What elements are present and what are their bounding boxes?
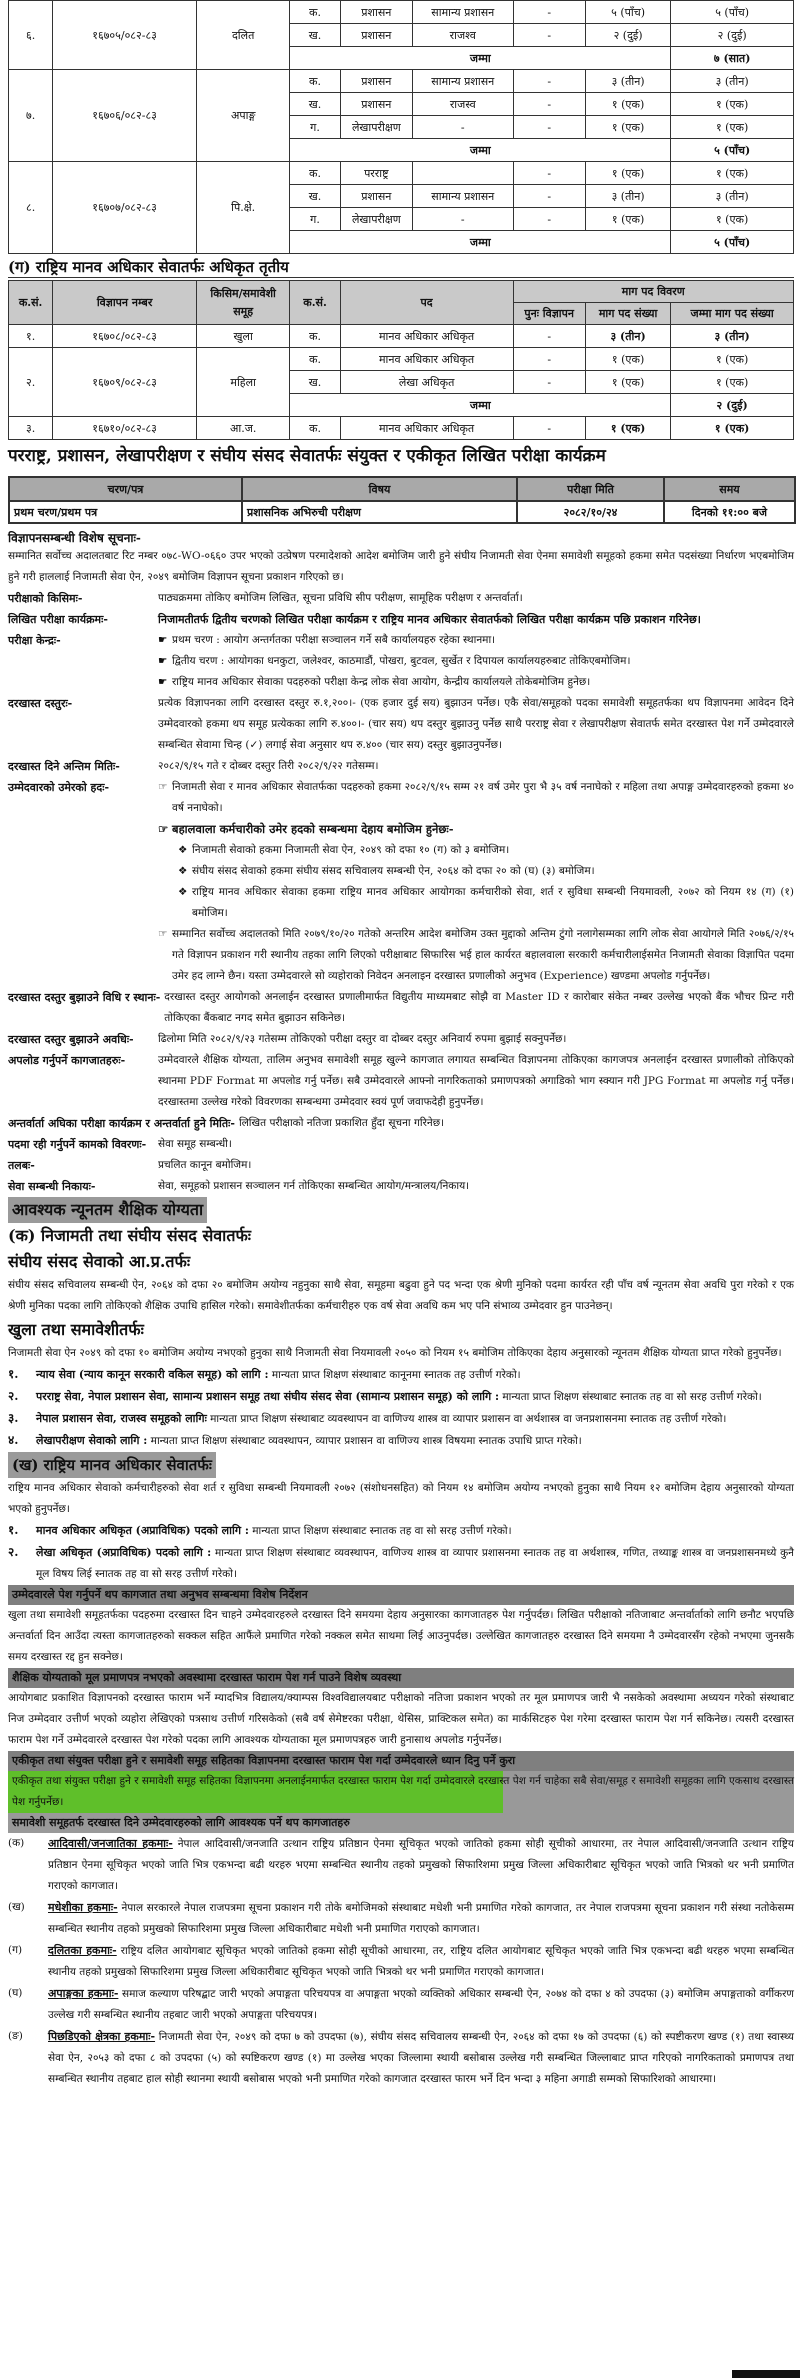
list-item: ४. लेखापरीक्षण सेवाको लागि : मान्यता प्राप्त शिक्षण संस्थाबाट व्यवस्थापन, व्यापार प्रशासन वा वाणिज्य शास्त्र विषयमा स्नातक उपाधि प्राप्त गरेको। — [8, 1433, 582, 1447]
age-limit-label: उम्मेदवारको उमेरको हदः- — [8, 781, 110, 794]
cell-subgroup: सामान्य प्रशासन — [413, 1, 514, 24]
exam-schedule-heading: परराष्ट्र, प्रशासन, लेखापरीक्षण र संघीय संसद सेवातर्फः संयुक्त र एकीकृत लिखित परीक्षा कार्यक्रम — [8, 446, 606, 466]
age-limit-content — [158, 777, 794, 987]
cell-post: मानव अधिकार अधिकृत — [340, 325, 513, 348]
table-row — [9, 417, 794, 440]
exam-schedule-table — [8, 476, 796, 524]
cell-total: १ (एक) — [671, 348, 794, 371]
interview-row — [8, 1113, 794, 1134]
cell-total: १ (एक) — [671, 93, 794, 116]
cell-readv: - — [513, 348, 585, 371]
salary-label: तलबः- — [8, 1159, 35, 1172]
pointing-hand-icon: ☞ — [158, 928, 168, 940]
cell-posts: ३ (तीन) — [585, 325, 670, 348]
col-adv-no: विज्ञापन नम्बर — [53, 281, 197, 325]
cell-readv: - — [513, 70, 585, 93]
cell-posts: १ (एक) — [585, 348, 670, 371]
col-readv: पुनः विज्ञापन — [513, 303, 585, 325]
cell-service: प्रशासन — [340, 70, 412, 93]
list-item: (ख) मधेशीका हकमाः- नेपाल सरकारले नेपाल राजपत्रमा सूचना प्रकाशन गरी तोके बमोजिमको संस्थाबाट मधेशी भनी प्रमाणित गरेको कागजात, तर नेपाल राजपत्रमा सूचना प्रकाशन गरी संस्था नतोकेसम्म सम्बन्धित स्थानीय तहको प्रमुखको सिफारिशमा प्रमुख जिल्ला अधिकारीबाट मधेशी भनी प्रमाणित गराएको कागजात। — [8, 1901, 794, 1935]
section-g-heading: (ग) राष्ट्रिय मानव अधिकार सेवातर्फः अधिकृत तृतीय — [8, 257, 794, 278]
col-stage: चरण/पत्र — [9, 477, 242, 501]
cell-sum-value: २ (दुई) — [671, 394, 794, 417]
cell-group: महिला — [196, 348, 289, 417]
cell-subgroup: सामान्य प्रशासन — [413, 70, 514, 93]
cell-subgroup: - — [413, 208, 514, 231]
list-item: (ग) दलितका हकमाः- राष्ट्रिय दलित आयोगबाट सूचिकृत भएको जातिको हकमा सोही सूचीको आधारमा, तर, राष्ट्रिय दलित आयोगबाट सूचिकृत भएको जाति भित्र एकभन्दा बढी थरहरु भएमा सम्बन्धित स्थानीय तहको प्रमुखको सिफारिशमा प्रमुख जिल्ला अधिकारीबाट सूचिकृत भएको जाति भित्रको थर भनी प्रमाणित गराएको कागजात। — [8, 1944, 794, 1978]
exam-type-label: परीक्षाको किसिमः- — [8, 592, 83, 605]
written-exam-label: लिखित परीक्षा कार्यक्रमः- — [8, 613, 108, 626]
cell-post: मानव अधिकार अधिकृत — [340, 417, 513, 440]
pay-method-row — [8, 987, 794, 1029]
integrated-exam-heading: एकीकृत तथा संयुक्त परीक्षा हुने र समावेशी समूह सहितका विज्ञापनमा दरखास्त फाराम पेश गर्दा उम्मेदवारले ध्यान दिनु पर्ने कुरा — [8, 1751, 794, 1771]
pointing-hand-icon: ☞ — [158, 781, 168, 793]
cell-posts: २ (दुई) — [585, 24, 670, 47]
col-demand: माग पद विवरण — [513, 281, 793, 303]
table-row — [9, 1, 794, 24]
col-exam-date: परीक्षा मिति — [517, 477, 664, 501]
pointing-hand-icon: ☛ — [158, 676, 168, 688]
service-body-row — [8, 1176, 794, 1197]
list-item: १. मानव अधिकार अधिकृत (अप्राविधिक) पदको लागि : मान्यता प्राप्त शिक्षण संस्थाबाट स्नातक तह वा सो सरह उत्तीर्ण गरेको। — [8, 1523, 512, 1537]
upload-row — [8, 1050, 794, 1113]
no-certificate-text: आयोगबाट प्रकाशित विज्ञापनको दरखास्त फाराम भर्ने म्यादभित्र विद्यालय/क्याम्पस विश्वविद्यालयबाट परीक्षाको नतिजा प्रकाशन भएको तर मूल प्रमाणपत्र जारी भै नसकेको अवस्थामा अध्ययन गरेको संस्थाबाट निज उम्मेदवार उत्तीर्ण भएको व्यहोरा लेखिएको पत्रसाथ उत्तीर्ण गरिसकेको (सबै वर्ष सेमेष्टरका परीक्षा, थेसिस, प्राक्टिकल समेत) का मार्कसिटहरु पेश गरेमा दरखास्त फाराम पेश गर्न सकिनेछ। त्यसरी दरखास्त फाराम पेश गर्ने उम्मेदवारले दरखास्त पेश गरेको पदका लागि आवश्यक योग्यताका मूल प्रमाणपत्रहरु जारी हुनासाथ अपलोड गर्नुपर्नेछ। — [8, 1692, 794, 1746]
cell-posts: ५ (पाँच) — [585, 1, 670, 24]
cell-group: दलित — [196, 1, 289, 70]
cell-posts: १ (एक) — [585, 93, 670, 116]
list-item: २. परराष्ट्र सेवा, नेपाल प्रशासन सेवा, सामान्य प्रशासन समूह तथा संघीय संसद सेवा (सामान्य प्रशासन समूह) को लागि : मान्यता प्राप्त शिक्षण संस्थाबाट स्नातक तह वा सो सरह उत्तीर्ण गरेको। — [8, 1389, 762, 1403]
written-exam-row — [8, 609, 794, 630]
cell-subgroup: - — [413, 116, 514, 139]
cell-sn: ६. — [9, 1, 53, 70]
diamond-bullet-icon: ❖ — [178, 865, 188, 877]
cell-adv-no: १६७०८/०८२-८३ — [53, 325, 197, 348]
list-item: ❖ संघीय संसद सेवाको हकमा संघीय संसद सचिवालय सम्बन्धी ऐन, २०६४ को दफा २० को (घ) (३) बमोजिम। — [178, 861, 794, 882]
document — [8, 0, 794, 2090]
cell-subgroup: राजस्व — [413, 93, 514, 116]
cell-readv: - — [513, 1, 585, 24]
cell-subgroup: सामान्य प्रशासन — [413, 185, 514, 208]
pay-period-value: ढिलोमा मिति २०८२/९/२३ गतेसम्म तोकिएको परीक्षा दस्तुर वा दोब्बर दस्तुर अनिवार्य रुपमा बुझाई सक्नुपर्नेछ। — [158, 1033, 567, 1045]
cell-total: ३ (तीन) — [671, 325, 794, 348]
cell-k: क. — [290, 325, 340, 348]
exam-center-list — [158, 630, 794, 693]
cell-k: ग. — [290, 116, 340, 139]
cell-posts: ३ (तीन) — [585, 185, 670, 208]
list-item: ३. नेपाल प्रशासन सेवा, राजस्व समूहको लागिः मान्यता प्राप्त शिक्षण संस्थाबाट व्यवस्थापन वा वाणिज्य शास्त्र वा व्यापार प्रशासन वा अर्थशास्त्र वा जनप्रशासनमा स्नातक तह उत्तीर्ण गरेको। — [8, 1411, 727, 1425]
exam-type-value: पाठ्यक्रममा तोकिए बमोजिम लिखित, सूचना प्रविधि सीप परीक्षण, सामूहिक परीक्षण र अन्तर्वार्ता। — [158, 592, 523, 604]
fee-label: दरखास्त दस्तुरः- — [8, 697, 73, 710]
table-row — [9, 348, 794, 371]
list-item: (क) आदिवासी/जनजातिका हकमाः- नेपाल आदिवासी/जनजाति उत्थान राष्ट्रिय प्रतिष्ठान ऐनमा सूचिकृत भएको जातिको हकमा सोही सूचीको आधारमा, तर नेपाल आदिवासी/जनजाति उत्थान राष्ट्रिय प्रतिष्ठान ऐनमा सूचिकृत भएको जाति भित्र एकभन्दा बढी थरहरु भएमा सम्बन्धित स्थानीय तहको प्रमुखको सिफारिशमा प्रमुख जिल्ला अधिकारीबाट सूचिकृत भएको जाति भित्रको थर भनी प्रमाणित गराएको कागजात। — [8, 1837, 794, 1892]
cell-k: ख. — [290, 93, 340, 116]
cell-group: पि.क्षे. — [196, 162, 289, 254]
exam-center-row — [8, 630, 794, 693]
cell-k: क. — [290, 348, 340, 371]
col-post: पद — [340, 281, 513, 325]
open-inclusive-text: निजामती सेवा ऐन २०४९ को दफा १० बमोजिम अयोग्य नभएको हुनुका साथै निजामती सेवा नियमावली २०५० को नियम १५ बमोजिम तोकिएका देहाय अनुसारको न्यूनतम शैक्षिक योग्यता प्राप्त गरेको हुनुपर्नेछ। — [8, 1347, 782, 1359]
human-rights-qualification-text: राष्ट्रिय मानव अधिकार सेवाको कर्मचारीहरुको सेवा शर्त र सुविधा सम्बन्धी नियमावली २०७२ (संशोधनसहित) को नियम १४ बमोजिम अयोग्य नभएको हुनुका साथै नियम १२ बमोजिम देहाय अनुसारको योग्यता भएको हुनुपर्नेछ। — [8, 1482, 794, 1515]
serving-age-list — [158, 840, 794, 924]
cell-sum-label: जम्मा — [290, 231, 671, 254]
cell-group: खुला — [196, 325, 289, 348]
cell-sum-label: जम्मा — [290, 139, 671, 162]
cell-adv-no: १६७१०/०८२-८३ — [53, 417, 197, 440]
cell-post: लेखा अधिकृत — [340, 371, 513, 394]
col-k: क.सं. — [290, 281, 340, 325]
documents-direction-text: खुला तथा समावेशी समूहतर्फका पदहरुमा दरखास्त दिन चाहने उम्मेदवारहरुले दरखास्त दिने समयमा देहाय अनुसारका कागजातहरु पेश गर्नुपर्दछ। लिखित परीक्षाको नतिजाबाट अन्तर्वार्ताको लागि छनौट भएपछि अन्तर्वार्ता दिन आउँदा त्यस्ता कागजातहरुको सक्कल सहित आफैंले प्रमाणित गरेको नक्कल समेत साथमा लिई आउनुपर्दछ। उल्लेखित कागजातहरु दरखास्त दिने समयमा नै उम्मेदवारसँग रहेको नभएमा जुनसकै समय दरखास्त रद्द हुन सक्नेछ। — [8, 1609, 794, 1663]
cell-adv-no: १६७०९/०८२-८३ — [53, 348, 197, 417]
cell-group: आ.ज. — [196, 417, 289, 440]
cell-readv: - — [513, 208, 585, 231]
parliament-text: संघीय संसद सचिवालय सम्बन्धी ऐन, २०६४ को दफा २० बमोजिम अयोग्य नहुनुका साथै सेवा, समूहमा बढुवा हुने पद भन्दा एक श्रेणी मुनिको पदमा कार्यरत रही पाँच वर्ष न्यूनतम सेवा अवधि पुरा गरेको र एक श्रेणी मुनिका पदका लागि तोकिएको शैक्षिक उपाधि हासिल गरेको। समावेशीतर्फका कर्मचारीहरु एक वर्ष सेवा अवधि कम भए पनि संभाव्य उम्मेदवार हुन पाउनेछन्। — [8, 1279, 794, 1312]
cell-adv-no: १६७०५/०८२-८३ — [53, 1, 197, 70]
cell-post: मानव अधिकार अधिकृत — [340, 348, 513, 371]
cell-service: प्रशासन — [340, 1, 412, 24]
cell-subgroup: राजश्व — [413, 24, 514, 47]
age-limit-row — [8, 777, 794, 987]
cell-service: लेखापरीक्षण — [340, 208, 412, 231]
col-sn: क.सं. — [9, 281, 53, 325]
pointing-hand-icon: ☞ — [158, 822, 169, 836]
notice-intro: सम्मानित सर्वोच्च अदालतबाट रिट नम्बर ०७८-WO-०६६० उपर भएको उत्प्रेषण परमादेशको आदेश बमोजिम जारी हुने संघीय निजामती सेवा ऐनमा समावेशी समूहको हकमा समेत पदसंख्या निर्धारण भएबमोजिम हुने गरी हाललाई निजामती सेवा ऐन, २०४९ बमोजिम विज्ञापन सूचना प्रकाशन गरिएको छ। — [8, 550, 794, 583]
pay-period-label: दरखास्त दस्तुर बुझाउने अवधिः- — [8, 1033, 134, 1046]
cell-k: ख. — [290, 185, 340, 208]
table-row — [9, 501, 795, 523]
notice-title: विज्ञापनसम्बन्धी विशेष सूचनाः- — [8, 531, 141, 545]
cell-readv: - — [513, 325, 585, 348]
human-rights-qualification-list — [8, 1520, 794, 1585]
col-time: समय — [664, 477, 795, 501]
civil-parliament-heading: (क) निजामती तथा संघीय संसद सेवातर्फः — [8, 1226, 252, 1245]
cell-sum-label: जम्मा — [290, 394, 671, 417]
cell-posts: १ (एक) — [585, 162, 670, 185]
cell-readv: - — [513, 116, 585, 139]
cell-k: क. — [290, 70, 340, 93]
cell-sn: ८. — [9, 162, 53, 254]
cell-sn: ३. — [9, 417, 53, 440]
cell-posts: १ (एक) — [585, 208, 670, 231]
page-number-tab — [732, 2370, 800, 2378]
list-item: ❖ राष्ट्रिय मानव अधिकार सेवाका हकमा राष्ट्रिय मानव अधिकार आयोगका कर्मचारीको सेवा, शर्त र सुविधा सम्बन्धी नियमावली, २०७२ को नियम १४ (ग) (१) बमोजिम। — [178, 882, 794, 924]
written-exam-value: निजामतीतर्फ द्वितीय चरणको लिखित परीक्षा कार्यक्रम र राष्ट्रिय मानव अधिकार सेवातर्फको लिखित परीक्षा कार्यक्रम पछि प्रकाशन गरिनेछ। — [158, 613, 701, 626]
table-row — [9, 162, 794, 185]
col-posts: माग पद संख्या — [585, 303, 670, 325]
integrated-exam-text: एकीकृत तथा संयुक्त परीक्षा हुने र समावेशी समूह सहितका विज्ञापनमा अनलाईनमार्फत दरखास्त फाराम पेश गर्दा उम्मेदवारले दरखास्त पेश गर्न चाहेका सबै सेवा/समूह र समावेशी समूहका लागि एकसाथ दरखास्त पेश गर्नुपर्नेछ। — [8, 1771, 794, 1813]
fee-value: प्रत्येक विज्ञापनका लागि दरखास्त दस्तुर रु.१,२००।- (एक हजार दुई सय) बुझाउन पर्नेछ। एकै सेवा/समूहको पदका समावेशी समूहतर्फका थप विज्ञापनमा आवेदन दिने उम्मेदवारको हकमा थप समूह प्रत्येकका लागि रु.४००।- (चार सय) थप दस्तुर बुझाउनु पर्नेछ साथै परराष्ट्र सेवा र लेखापरीक्षण सेवातर्फ समेत दरखास्त पेश गर्ने उम्मेदवारले सम्बन्धित सेवामा चिन्ह (✓) लगाई सेवा अनुसार थप रु.४०० (चार सय) दस्तुर बुझाउनुपर्नेछ। — [158, 697, 794, 751]
inclusive-docs-heading: समावेशी समूहतर्फ दरखास्त दिने उम्मेदवारहरुको लागि आवश्यक पर्ने थप कागजातहरु — [8, 1813, 794, 1833]
cell-service: प्रशासन — [340, 24, 412, 47]
list-item: ☛ द्वितीय चरण : आयोगका धनकुटा, जलेश्वर, काठमाडौं, पोखरा, बुटवल, सुर्खेत र दिपायल कार्यालयहरुबाट तोकिएबमोजिम। — [158, 651, 794, 672]
upload-value: उम्मेदवारले शैक्षिक योग्यता, तालिम अनुभव समावेशी समूह खुल्ने कागजात लगायत सम्बन्धित विज्ञापनमा तोकिएका कागजपत्र अनलाईन दरखास्त प्रणालीको तोकिएको स्थानमा PDF Format मा अपलोड गर्नु पर्नेछ। सबै उम्मेदवारले आफ्नो नागरिकताको प्रमाणपत्रको अगाडिको भाग स्क्यान गरी JPG Format मा अपलोड गर्नु पर्नेछ। दरखास्तमा उल्लेख गरेको विवरणका सम्बन्धमा उम्मेदवार स्वयं पूर्ण जवाफदेही हुनुपर्नेछ। — [158, 1054, 794, 1108]
cell-total: १ (एक) — [671, 371, 794, 394]
cell-time: दिनको ११:०० बजे — [664, 501, 795, 523]
cell-subgroup — [413, 162, 514, 185]
col-subject: विषय — [242, 477, 517, 501]
list-item: ☛ राष्ट्रिय मानव अधिकार सेवाका पदहरुको परीक्षा केन्द्र लोक सेवा आयोग, केन्द्रीय कार्यालयले तोकेबमोजिम हुनेछ। — [158, 672, 794, 693]
cell-adv-no: १६७०६/०८२-८३ — [53, 70, 197, 162]
exam-type-row — [8, 588, 794, 609]
open-qualification-list — [8, 1364, 794, 1452]
list-item: ☞ बहालवाला कर्मचारीको उमेर हदको सम्बन्धमा देहाय बमोजिम हुनेछः- — [158, 819, 794, 840]
cell-sum-label: जम्मा — [290, 47, 671, 70]
cell-exam-date: २०८२/१०/२४ — [517, 501, 664, 523]
cell-subject: प्रशासनिक अभिरुची परीक्षण — [242, 501, 517, 523]
qualification-heading: आवश्यक न्यूनतम शैक्षिक योग्यता — [8, 1197, 207, 1223]
salary-row — [8, 1155, 794, 1176]
cell-total: १ (एक) — [671, 208, 794, 231]
deadline-label: दरखास्त दिने अन्तिम मितिः- — [8, 760, 120, 773]
cell-sn: २. — [9, 348, 53, 417]
service-body-value: सेवा, समूहको प्रशासन सञ्चालन गर्न तोकिएका सम्बन्धित आयोग/मन्त्रालय/निकाय। — [158, 1180, 470, 1192]
cell-service: लेखापरीक्षण — [340, 116, 412, 139]
cell-sn: १. — [9, 325, 53, 348]
cell-adv-no: १६७०७/०८२-८३ — [53, 162, 197, 254]
exam-center-label: परीक्षा केन्द्रः- — [8, 634, 61, 647]
pay-method-value: दरखास्त दस्तुर आयोगको अनलाईन दरखास्त प्रणालीमार्फत विद्युतीय माध्यमबाट सोझै वा Master ID र कारोबार संकेत नम्बर उल्लेख भएको बैंक भौचर प्रिन्ट गरी तोकिएका बैंकबाट नगद समेत बुझाउन सकिनेछ। — [164, 991, 794, 1024]
list-item: १. न्याय सेवा (न्याय कानून सरकारी वकिल समूह) को लागि : मान्यता प्राप्त शिक्षण संस्थाबाट कानूनमा स्नातक तह उत्तीर्ण गरेको। — [8, 1367, 521, 1381]
list-item: (ङ) पिछडिएको क्षेत्रका हकमाः- निजामती सेवा ऐन, २०४९ को दफा ७ को उपदफा (७), संघीय संसद सचिवालय सम्बन्धी ऐन, २०६४ को दफा १७ को उपदफा (६) को स्पष्टीकरण खण्ड (१) तथा स्वास्थ्य सेवा ऐन, २०५३ को दफा ८ को उपदफा (५) को स्पष्टिकरण खण्ड (१) मा उल्लेख भएका जिल्लामा स्थायी बसोबास उल्लेख गरी सम्बन्धित जिल्लाबाट प्राप्त गरिएको नागरिकताको प्रमाणपत्र तथा सम्बन्धित स्थानीय तहबाट हाल सोही स्थानमा स्थायी बसोबास भएको भनी प्रमाणित गरेको कागजात दरखास्त फारम भर्ने दिन भन्दा ३ महिना अगाडी सम्मको सिफारिशको आधारमा। — [8, 2030, 794, 2085]
cell-readv: - — [513, 24, 585, 47]
inclusive-docs-list — [8, 1833, 794, 2090]
list-item: ❖ निजामती सेवाको हकमा निजामती सेवा ऐन, २०४९ को दफा १० (ग) को ३ बमोजिम। — [178, 840, 794, 861]
human-rights-qualification-heading: (ख) राष्ट्रिय मानव अधिकार सेवातर्फः — [8, 1452, 216, 1478]
fee-row — [8, 693, 794, 756]
cell-service: परराष्ट्र — [340, 162, 412, 185]
list-item: ☛ प्रथम चरण : आयोग अन्तर्गतका परीक्षा सञ्चालन गर्ने सबै कार्यालयहरु रहेका स्थानमा। — [158, 630, 794, 651]
upload-label: अपलोड गर्नुपर्ने कागजातहरुः- — [8, 1054, 126, 1067]
human-rights-vacancy-table — [8, 280, 794, 440]
cell-k: क. — [290, 162, 340, 185]
pay-method-label: दरखास्त दस्तुर बुझाउने विधि र स्थानः- — [8, 991, 161, 1004]
vacancy-table-continued — [8, 0, 794, 254]
cell-readv: - — [513, 417, 585, 440]
interview-label: अन्तर्वार्ता अघिका परीक्षा कार्यक्रम र अन्तर्वार्ता हुने मितिः- — [8, 1117, 235, 1130]
cell-readv: - — [513, 162, 585, 185]
service-body-label: सेवा सम्बन्धी निकायः- — [8, 1180, 96, 1193]
cell-readv: - — [513, 93, 585, 116]
cell-k: ग. — [290, 208, 340, 231]
interview-value: लिखित परीक्षाको नतिजा प्रकाशित हुँदा सूचना गरिनेछ। — [238, 1117, 445, 1129]
cell-sum-value: ५ (पाँच) — [671, 231, 794, 254]
deadline-row — [8, 756, 794, 777]
cell-posts: ३ (तीन) — [585, 70, 670, 93]
duty-label: पदमा रही गर्नुपर्ने कामको विवरणः- — [8, 1138, 147, 1151]
cell-group: अपाङ्ग — [196, 70, 289, 162]
list-item: २. लेखा अधिकृत (अप्राविधिक) पदको लागि : मान्यता प्राप्त शिक्षण संस्थाबाट व्यवस्थापन, वाणिज्य शास्त्र वा व्यापार प्रशासनमा स्नातक तह वा अर्थशास्त्र, गणित, तथ्याङ्क शास्त्र वा जनप्रशासनमध्ये कुनै मूल विषय लिई स्नातक तह वा सो सरह उत्तीर्ण गरेको। — [8, 1545, 795, 1580]
cell-service: प्रशासन — [340, 93, 412, 116]
deadline-value: २०८२/९/१५ गते र दोब्बर दस्तुर तिरी २०८२/९/२२ गतेसम्म। — [158, 760, 379, 772]
cell-k: क. — [290, 417, 340, 440]
cell-readv: - — [513, 185, 585, 208]
cell-readv: - — [513, 371, 585, 394]
list-item: ☞ निजामती सेवा र मानव अधिकार सेवातर्फका पदहरुको हकमा २०८२/९/१५ सम्म २१ वर्ष उमेर पुरा भै ३५ वर्ष ननाघेको र महिला तथा अपाङ्ग उम्मेदवारहरुको हकमा ४० वर्ष ननाघेको। — [158, 777, 794, 819]
cell-total: १ (एक) — [671, 417, 794, 440]
table-row — [9, 70, 794, 93]
cell-total: ३ (तीन) — [671, 185, 794, 208]
cell-posts: १ (एक) — [585, 371, 670, 394]
cell-sn: ७. — [9, 70, 53, 162]
table-row — [9, 325, 794, 348]
cell-stage: प्रथम चरण/प्रथम पत्र — [9, 501, 242, 523]
cell-posts: १ (एक) — [585, 116, 670, 139]
parliament-heading: संघीय संसद सेवाको आ.प्र.तर्फः — [8, 1252, 191, 1271]
cell-k: क. — [290, 1, 340, 24]
cell-total: १ (एक) — [671, 116, 794, 139]
duty-value: सेवा समूह सम्बन्धी। — [158, 1138, 232, 1150]
col-group: किसिम/समावेशी समूह — [196, 281, 289, 325]
cell-total: १ (एक) — [671, 162, 794, 185]
list-item: (घ) अपाङ्गका हकमाः- समाज कल्याण परिषद्बाट जारी भएको अपाङ्गता परिचयपत्र वा अपाङ्गता भएको व्यक्तिको अधिकार सम्बन्धी ऐन, २०७४ को दफा ४ को उपदफा (३) बमोजिम अपाङ्गताको वर्गीकरण उल्लेख गरी सम्बन्धित स्थानीय तहबाट जारी भएको अपाङ्गता परिचयपत्र। — [8, 1987, 795, 2021]
open-inclusive-heading: खुला तथा समावेशीतर्फः — [8, 1320, 144, 1339]
documents-direction-heading: उम्मेदवारले पेश गर्नुपर्ने थप कागजात तथा अनुभव सम्बन्धमा विशेष निर्देशन — [8, 1585, 794, 1605]
salary-value: प्रचलित कानून बमोजिम। — [158, 1159, 252, 1171]
cell-k: ख. — [290, 371, 340, 394]
pointing-hand-icon: ☛ — [158, 634, 168, 646]
cell-total: ३ (तीन) — [671, 70, 794, 93]
cell-k: ख. — [290, 24, 340, 47]
pay-period-row — [8, 1029, 794, 1050]
no-certificate-heading: शैक्षिक योग्यताको मूल प्रमाणपत्र नभएको अवस्थामा दरखास्त फाराम पेश गर्न पाउने विशेष व्यवस्था — [8, 1668, 794, 1688]
cell-sum-value: ५ (पाँच) — [671, 139, 794, 162]
cell-sum-value: ७ (सात) — [671, 47, 794, 70]
col-total: जम्मा माग पद संख्या — [671, 303, 794, 325]
duty-row — [8, 1134, 794, 1155]
diamond-bullet-icon: ❖ — [178, 844, 188, 856]
cell-total: ५ (पाँच) — [671, 1, 794, 24]
list-item: ☞ सम्मानित सर्वोच्च अदालतको मिति २०७९/१०/२० गतेको अन्तरिम आदेश बमोजिम उक्त मुद्दाको अन्तिम टुंगो नलागेसम्मका लागि लोक सेवा आयोगले मिति २०७६/२/१५ गते विज्ञापन प्रकाशन गरी स्थानीय तहका लागि लिएको परीक्षाबाट सिफारिस भई हाल कार्यरत बहालवाला सरकारी कर्मचारीलाईसमेत निजामती सेवाका विज्ञापित पदमा उमेर हद लाग्ने छैन। यस्ता उम्मेदवारले सो व्यहोराको निवेदन अनलाइन दरखास्त प्रणालीको अनुभव (Experience) खण्डमा अपलोड गर्नुपर्नेछ। — [158, 924, 794, 987]
cell-posts: १ (एक) — [585, 417, 670, 440]
cell-total: २ (दुई) — [671, 24, 794, 47]
cell-service: प्रशासन — [340, 185, 412, 208]
diamond-bullet-icon: ❖ — [178, 886, 188, 898]
pointing-hand-icon: ☛ — [158, 655, 168, 667]
